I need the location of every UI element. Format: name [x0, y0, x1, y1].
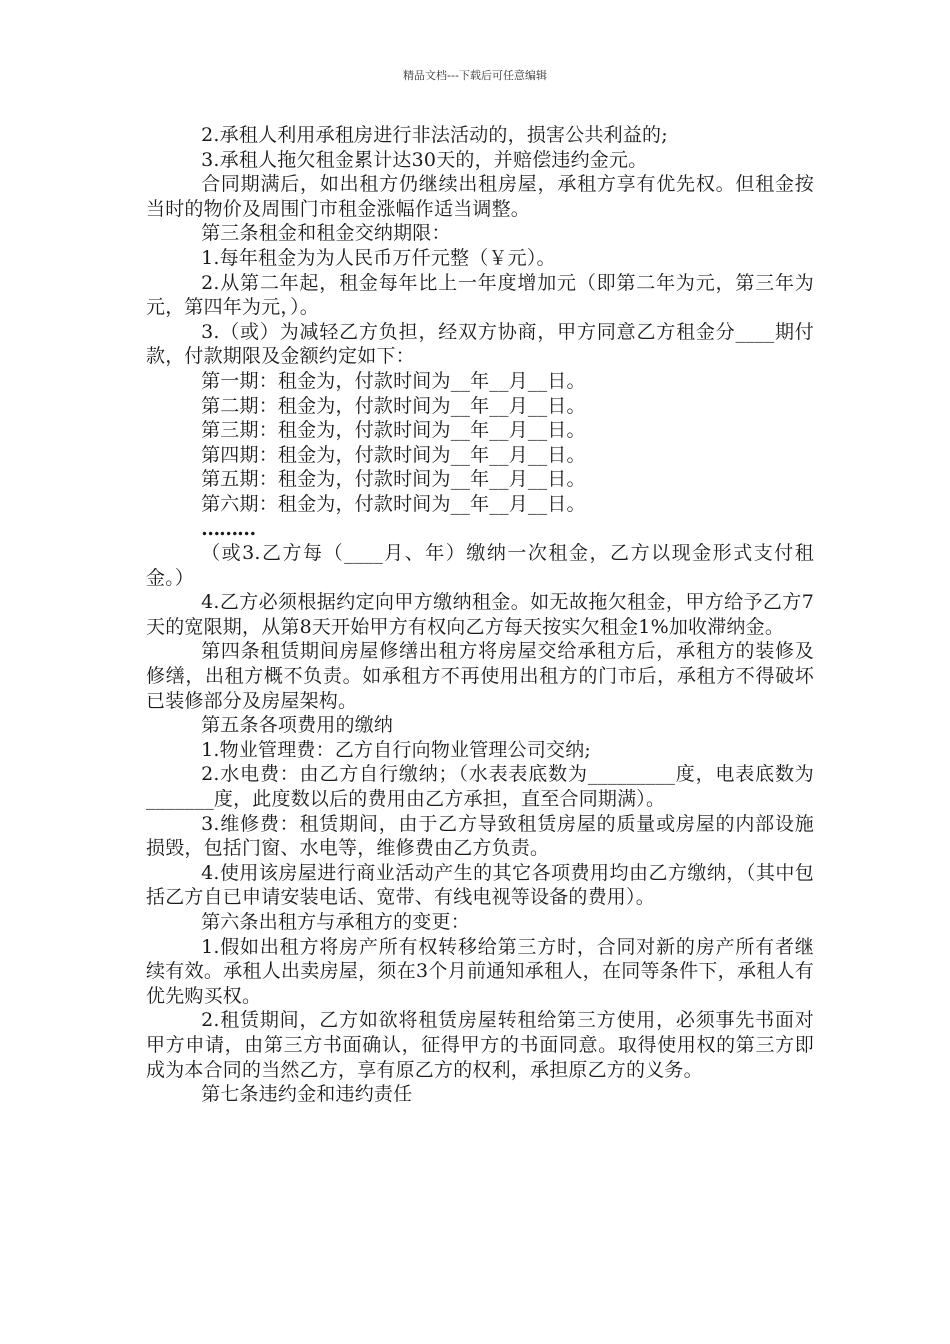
- paragraph-alternative-payment: （或3.乙方每（____月、年）缴纳一次租金，乙方以现金形式支付租金。）: [146, 542, 814, 589]
- installment-period-1: 第一期：租金为，付款时间为__年__月__日。: [201, 369, 586, 392]
- paragraph-rent-increase: 2.从第二年起，租金每年比上一年度增加元（即第二年为元，第三年为元，第四年为元，）。: [146, 271, 814, 319]
- paragraph-clause-2: 2.承租人利用承租房进行非法活动的，损害公共利益的;: [201, 124, 668, 146]
- installment-period-6: 第六期：租金为，付款时间为__年__月__日。: [201, 492, 586, 515]
- paragraph-ownership-transfer: 1.假如出租方将房产所有权转移给第三方时，合同对新的房产所有者继续有效。承租人出卖房屋，须在3个月前通知承租人，在同等条件下，承租人有优先购买权。: [146, 935, 814, 1007]
- installment-period-5: 第五期：租金为，付款时间为__年__月__日。: [201, 468, 586, 491]
- paragraph-utilities: 2.水电费：由乙方自行缴纳；（水表表底数为_________度，电表底数为_______度，此度数以后的费用由乙方承担，直至合同期满）。: [146, 763, 814, 811]
- page-header: 精品文档---下载后可任意编辑: [403, 69, 547, 82]
- heading-article-5: 第五条各项费用的缴纳: [201, 714, 394, 737]
- installment-period-2: 第二期：租金为，付款时间为__年__月__日。: [201, 394, 586, 417]
- paragraph-clause-3: 3.承租人拖欠租金累计达30天的，并赔偿违约金元。: [201, 148, 648, 171]
- heading-article-3: 第三条租金和租金交纳期限：: [201, 222, 451, 245]
- paragraph-installments: 3.（或）为减轻乙方负担，经双方协商，甲方同意乙方租金分____期付款，付款期限及金额约定如下：: [146, 320, 814, 368]
- paragraph-renewal-priority: 合同期满后，如出租方仍继续出租房屋，承租方享有优先权。但租金按当时的物价及周围门市租金涨幅作适当调整。: [146, 173, 814, 220]
- document-body: [146, 123, 814, 1107]
- paragraph-sublease: 2.租赁期间，乙方如欲将租赁房屋转租给第三方使用，必须事先书面对甲方申请，由第三方书面确认，征得甲方的书面同意。取得使用权的第三方即成为本合同的当然乙方，享有原乙方的权利，承担原乙方的义务。: [146, 1009, 814, 1081]
- paragraph-late-fee: 4.乙方必须根据约定向甲方缴纳租金。如无故拖欠租金，甲方给予乙方7天的宽限期，从第8天开始甲方有权向乙方每天按实欠租金1%加收滞纳金。: [146, 591, 814, 638]
- heading-article-4: 第四条租赁期间房屋修缮出租方将房屋交给承租方后，承租方的装修及修缮，出租方概不负责。如承租方不再使用出租方的门市后，承租方不得破坏已装修部分及房屋架构。: [146, 640, 814, 712]
- paragraph-other-fees: 4.使用该房屋进行商业活动产生的其它各项费用均由乙方缴纳，（其中包括乙方自已申请安装电话、宽带、有线电视等设备的费用）。: [146, 861, 814, 909]
- paragraph-property-fee: 1.物业管理费：乙方自行向物业管理公司交纳;: [201, 738, 592, 761]
- installment-period-3: 第三期：租金为，付款时间为__年__月__日。: [201, 419, 586, 442]
- ellipsis: ………: [201, 517, 256, 540]
- heading-article-6: 第六条出租方与承租方的变更：: [201, 911, 470, 933]
- installment-period-4: 第四期：租金为，付款时间为__年__月__日。: [201, 443, 586, 466]
- heading-article-7: 第七条违约金和违约责任: [201, 1083, 413, 1106]
- paragraph-rent-annual: 1.每年租金为为人民币万仟元整（￥元）。: [201, 246, 556, 269]
- paragraph-maintenance: 3.维修费：租赁期间，由于乙方导致租赁房屋的质量或房屋的内部设施损毁，包括门窗、水电等，维修费由乙方负责。: [146, 812, 814, 860]
